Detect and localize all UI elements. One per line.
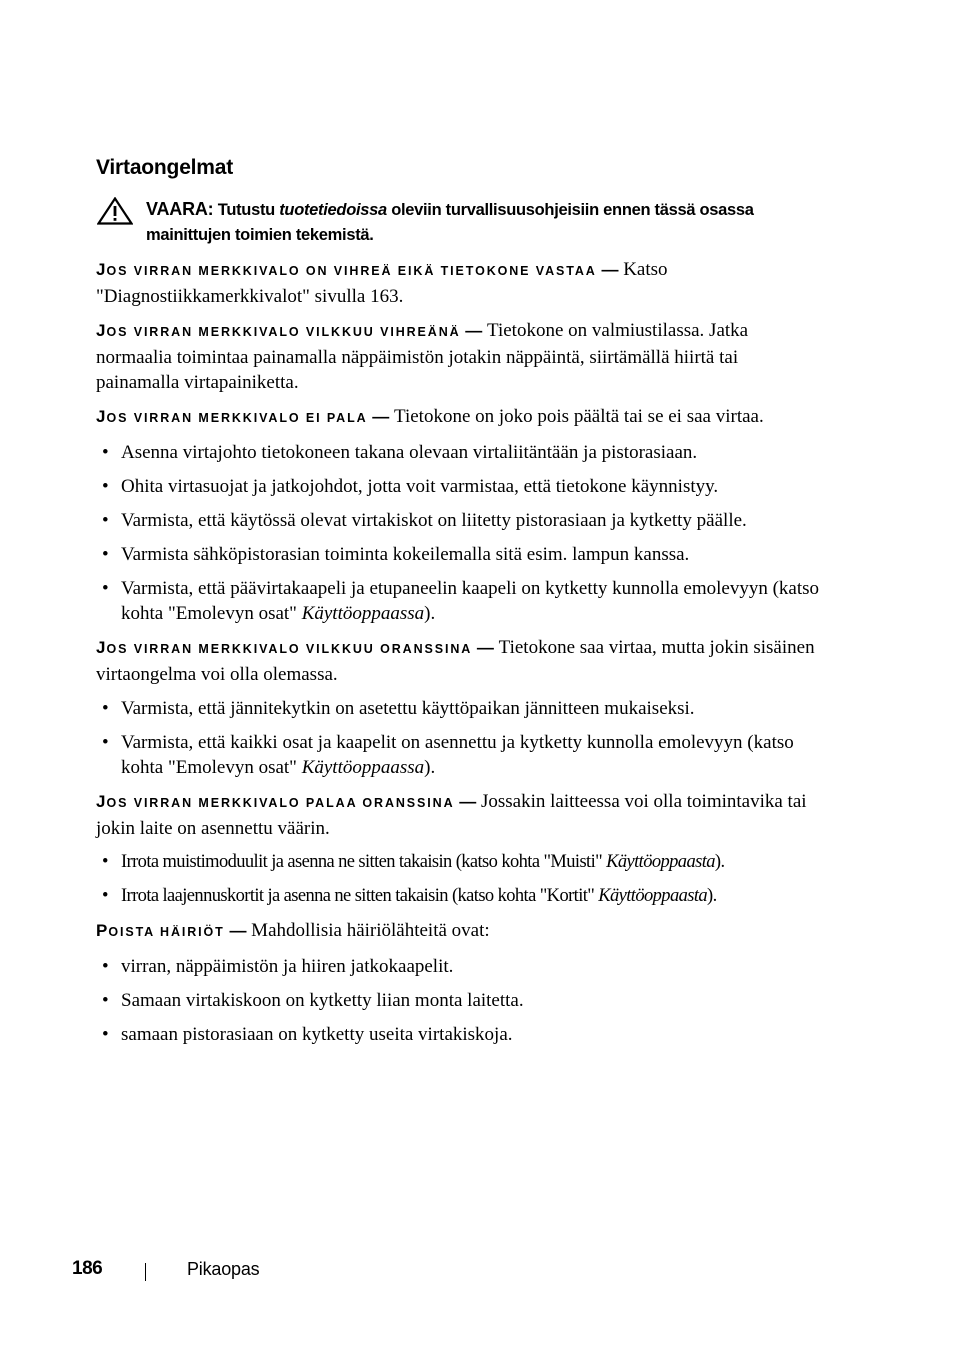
footer-title: Pikaopas: [187, 1259, 260, 1279]
section-dash: —: [472, 638, 499, 657]
warning-text-before: Tutustu: [217, 201, 275, 219]
list-item-text: Varmista sähköpistorasian toiminta kokeilemalla sitä esim. lampun kanssa.: [121, 544, 690, 565]
section-dash: —: [224, 921, 252, 940]
section-lead-initial: J: [96, 792, 107, 811]
section-lead-rest: OS VIRRAN MERKKIVALO PALAA ORANSSINA: [106, 796, 455, 810]
document-page: [96, 150, 826, 1047]
section-lead-initial: J: [96, 638, 107, 657]
bullet-list: [96, 696, 826, 780]
section-lead-rest: OISTA HÄIRIÖT: [108, 925, 225, 939]
list-item-text: virran, näppäimistön ja hiiren jatkokaapelit.: [121, 956, 454, 977]
section-lead-initial: P: [96, 921, 109, 940]
list-item-text: Varmista, että käytössä olevat virtakiskot on liitetty pistorasiaan ja kytketty päälle.: [121, 510, 747, 531]
section-dash: —: [596, 260, 624, 279]
warning-text-after: oleviin turvallisuusohjeisiin ennen tässä osassa mainittujen toimien tekemistä.: [146, 201, 754, 244]
section-paragraph: [96, 257, 826, 309]
section: [96, 918, 826, 1047]
bullet-icon: •: [102, 578, 109, 599]
list-item-italic: Käyttöoppaassa: [301, 603, 425, 624]
section: [96, 318, 826, 395]
section-lead: [96, 259, 597, 280]
list-item: [96, 576, 826, 626]
bullet-icon: •: [102, 732, 109, 753]
section: [96, 404, 826, 626]
section-lead-rest: OS VIRRAN MERKKIVALO EI PALA: [106, 411, 368, 425]
sections-container: [96, 257, 826, 1047]
list-item: [96, 542, 826, 567]
list-item-text: Asenna virtajohto tietokoneen takana olevaan virtaliitäntään ja pistorasiaan.: [121, 442, 698, 463]
section: [96, 257, 826, 309]
list-item: [96, 440, 826, 465]
bullet-icon: •: [102, 852, 108, 872]
bullet-icon: •: [102, 990, 109, 1011]
section-lead-initial: J: [96, 321, 107, 340]
list-item-italic: Käyttöoppaasta: [598, 886, 708, 906]
bullet-list: [96, 850, 826, 909]
section-lead-rest: OS VIRRAN MERKKIVALO VILKKUU VIHREÄNÄ: [106, 325, 461, 339]
section-paragraph: [96, 789, 826, 841]
list-item-text: Varmista, että päävirtakaapeli ja etupaneelin kaapeli on kytketty kunnolla emolevyyn (katso kohta "Emolevyn osat": [121, 578, 820, 624]
warning-block: [96, 197, 826, 248]
list-item-text: Irrota laajennuskortit ja asenna ne sitten takaisin (katso kohta "Kortit": [121, 886, 595, 906]
bullet-icon: •: [102, 476, 109, 497]
list-item-italic: Käyttöoppaasta: [606, 852, 715, 872]
bullet-icon: •: [102, 510, 109, 531]
warning-triangle-icon: [97, 197, 133, 225]
section-dash: —: [454, 792, 481, 811]
bullet-list: [96, 440, 826, 626]
section-paragraph: [96, 918, 826, 945]
section-lead-initial: J: [96, 407, 107, 426]
list-item-tail: ).: [424, 603, 436, 624]
section-lead: [96, 637, 472, 658]
section-lead: [96, 920, 225, 941]
section-lead-initial: J: [96, 260, 107, 279]
section-text: Tietokone saa virtaa, mutta jokin sisäinen virtaongelma voi olla olemassa.: [96, 637, 815, 685]
list-item: [96, 954, 826, 979]
warning-text-italic: tuotetiedoissa: [279, 201, 387, 219]
page-number: 186: [72, 1258, 103, 1279]
section-lead: [96, 320, 461, 341]
list-item-italic: Käyttöoppaassa: [301, 757, 425, 778]
list-item-text: Irrota muistimoduulit ja asenna ne sitten takaisin (katso kohta "Muisti": [121, 852, 603, 872]
section-lead-rest: OS VIRRAN MERKKIVALO ON VIHREÄ EIKÄ TIETOKONE VASTAA: [106, 264, 597, 278]
section-paragraph: [96, 635, 826, 687]
list-item: [96, 884, 826, 909]
warning-label: VAARA:: [146, 199, 214, 219]
section: [96, 789, 826, 909]
list-item: [96, 730, 826, 780]
section-text: Jossakin laitteessa voi olla toimintavika tai jokin laite on asennettu väärin.: [96, 791, 807, 839]
page-title: Virtaongelmat: [96, 156, 234, 179]
list-item-tail: ).: [424, 757, 436, 778]
section-lead-rest: OS VIRRAN MERKKIVALO VILKKUU ORANSSINA: [106, 642, 473, 656]
section-text: Mahdollisia häiriölähteitä ovat:: [251, 920, 490, 941]
section-text: Tietokone on valmiustilassa. Jatka normaalia toimintaa painamalla näppäimistön jotakin näppäintä, siirtämällä hiirtä tai painamalla virtapainiketta.: [96, 320, 749, 393]
list-item-text: Varmista, että jännitekytkin on asetettu käyttöpaikan jännitteen mukaiseksi.: [121, 698, 695, 719]
section-paragraph: [96, 404, 826, 431]
list-item: [96, 988, 826, 1013]
list-item-tail: ).: [707, 886, 717, 906]
list-item-text: Samaan virtakiskoon on kytketty liian monta laitetta.: [121, 990, 524, 1011]
list-item-text: samaan pistorasiaan on kytketty useita virtakiskoja.: [121, 1024, 513, 1045]
section-dash: —: [460, 321, 488, 340]
list-item: [96, 1022, 826, 1047]
section-dash: —: [367, 407, 395, 426]
list-item-text: Varmista, että kaikki osat ja kaapelit on asennettu ja kytketty kunnolla emolevyyn (katso kohta "Emolevyn osat": [121, 732, 794, 778]
bullet-icon: •: [102, 544, 109, 565]
footer-separator: [145, 1263, 146, 1281]
warning-text: [146, 197, 826, 248]
section-paragraph: [96, 318, 826, 395]
list-item: [96, 696, 826, 721]
section-text: Tietokone on joko pois päältä tai se ei saa virtaa.: [394, 406, 764, 427]
bullet-icon: •: [102, 698, 109, 719]
section: [96, 635, 826, 780]
section-lead: [96, 406, 368, 427]
list-item-text: Ohita virtasuojat ja jatkojohdot, jotta voit varmistaa, että tietokone käynnistyy.: [121, 476, 719, 497]
list-item: [96, 508, 826, 533]
section-lead: [96, 791, 455, 812]
bullet-list: [96, 954, 826, 1047]
bullet-icon: •: [102, 886, 108, 906]
list-item: [96, 850, 826, 875]
list-item: [96, 474, 826, 499]
bullet-icon: •: [102, 442, 109, 463]
bullet-icon: •: [102, 956, 109, 977]
list-item-tail: ).: [714, 852, 725, 872]
bullet-icon: •: [102, 1024, 109, 1045]
section-text: Katso "Diagnostiikkamerkkivalot" sivulla 163.: [96, 259, 668, 307]
